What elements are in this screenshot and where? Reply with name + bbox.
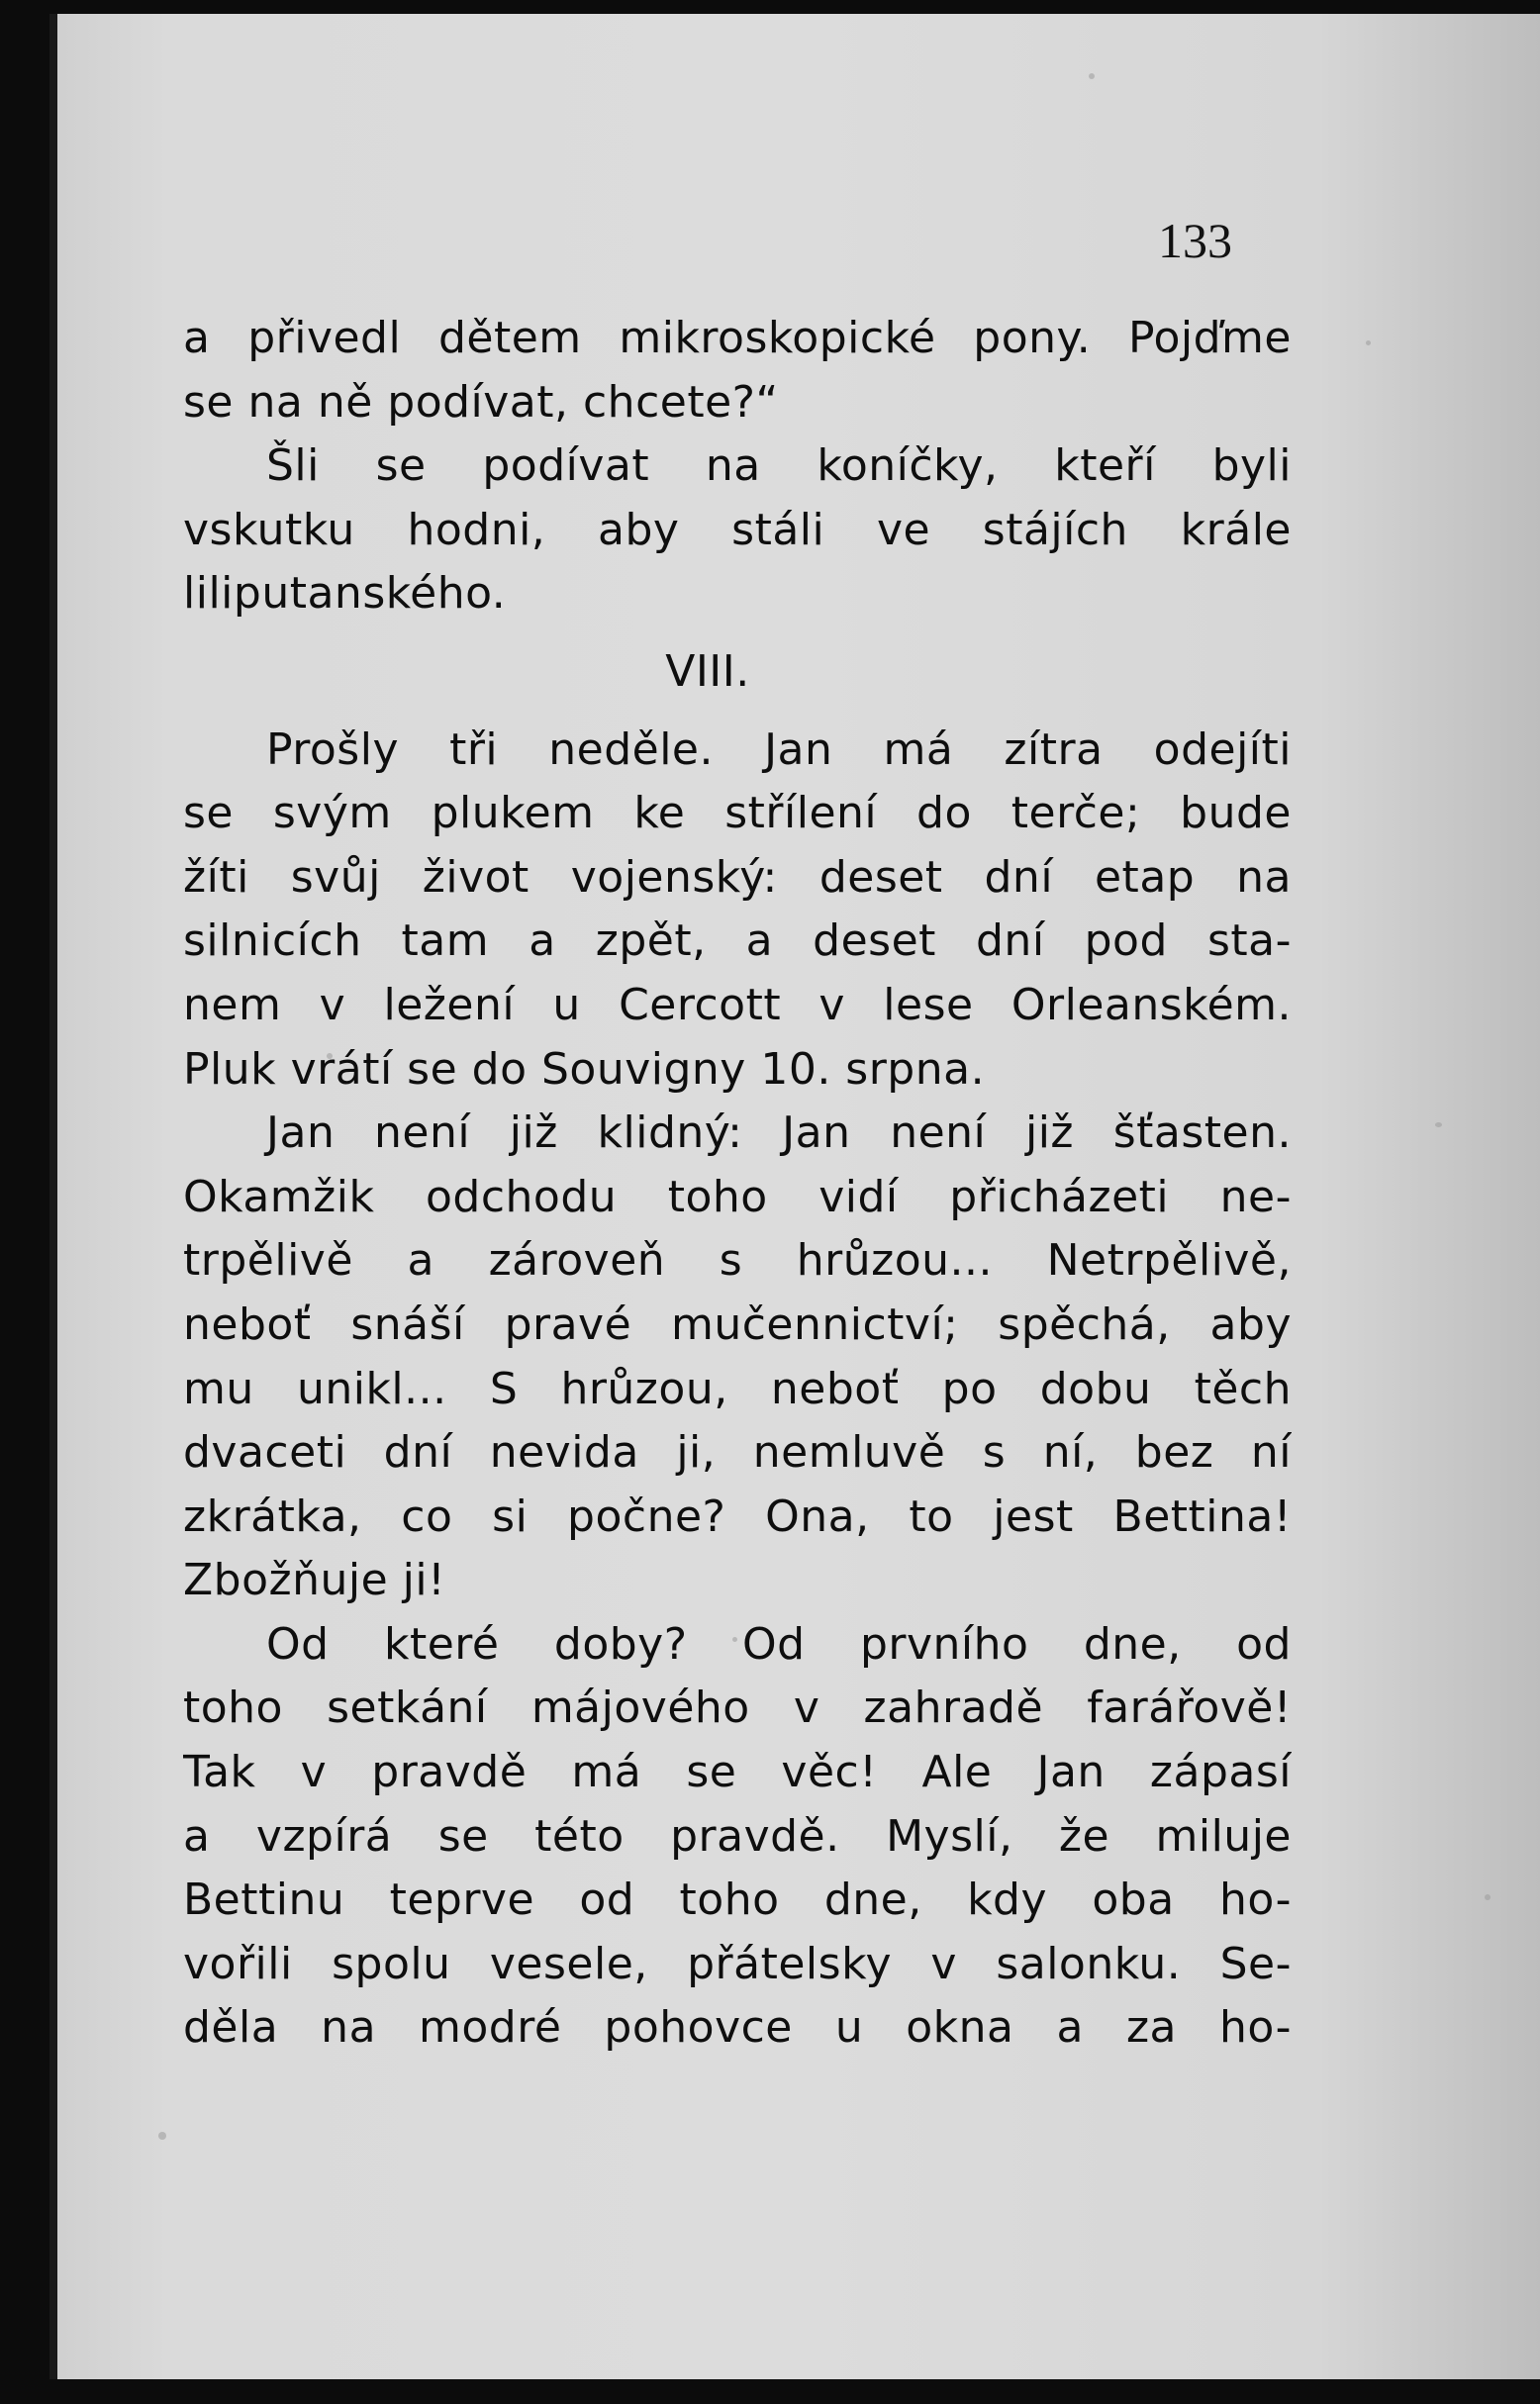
text-line: toho setkání májového v zahradě farářově! [183,1683,1292,1734]
text-line: vskutku hodni, aby stáli ve stájích krále [183,504,1292,555]
paper-speck [1366,340,1371,345]
chapter-heading: VIII. [665,645,750,697]
text-line: Tak v pravdě má se věc! Ale Jan zápasí [183,1747,1292,1798]
text-line: Od které doby? Od prvního dne, od [266,1618,1292,1670]
text-line: vořili spolu vesele, přátelsky v salonku. Se- [183,1938,1292,1989]
page-gutter-edge [49,14,57,2379]
body-text [183,307,1292,2061]
text-line: zkrátka, co si počne? Ona, to jest Bettina! [183,1490,1292,1542]
text-line: děla na modré pohovce u okna a za ho- [183,2002,1292,2054]
paper-speck [158,2132,166,2140]
text-line: dvaceti dní nevida ji, nemluvě s ní, bez ní [183,1427,1292,1479]
book-page [49,14,1540,2379]
text-line: Zbožňuje ji! [183,1555,446,1606]
paper-speck [1089,73,1095,79]
text-line: a přivedl dětem mikroskopické pony. Pojďme [183,313,1292,363]
text-line: Bettinu teprve od toho dne, kdy oba ho- [183,1875,1292,1926]
text-line: Okamžik odchodu toho vidí přicházeti ne- [183,1171,1292,1222]
text-line: nem v ležení u Cercott v lese Orleanském. [183,979,1292,1030]
text-line: Prošly tři neděle. Jan má zítra odejíti [266,723,1292,775]
text-line: mu unikl... S hrůzou, neboť po dobu těch [183,1363,1292,1414]
text-line: trpělivě a zároveň s hrůzou... Netrpělivě, [183,1235,1292,1287]
paper-speck [1435,1122,1442,1127]
text-line: žíti svůj život vojenský: deset dní etap na [183,851,1292,903]
text-line: liliputanského. [183,568,507,620]
text-line: neboť snáší pravé mučennictví; spěchá, aby [183,1298,1292,1350]
text-line: silnicích tam a zpět, a deset dní pod sta- [183,915,1292,967]
text-line: Šli se podívat na koníčky, kteří byli [266,440,1292,492]
page-number: 133 [1158,213,1232,268]
text-line: a vzpírá se této pravdě. Myslí, že miluje [183,1810,1292,1862]
text-line: Pluk vrátí se do Souvigny 10. srpna. [183,1043,986,1095]
text-line: se svým plukem ke střílení do terče; bude [183,788,1292,839]
paper-speck [1485,1894,1491,1900]
text-line: se na ně podívat, chcete?“ [183,376,779,428]
text-line: Jan není již klidný: Jan není již šťasten. [266,1107,1292,1159]
